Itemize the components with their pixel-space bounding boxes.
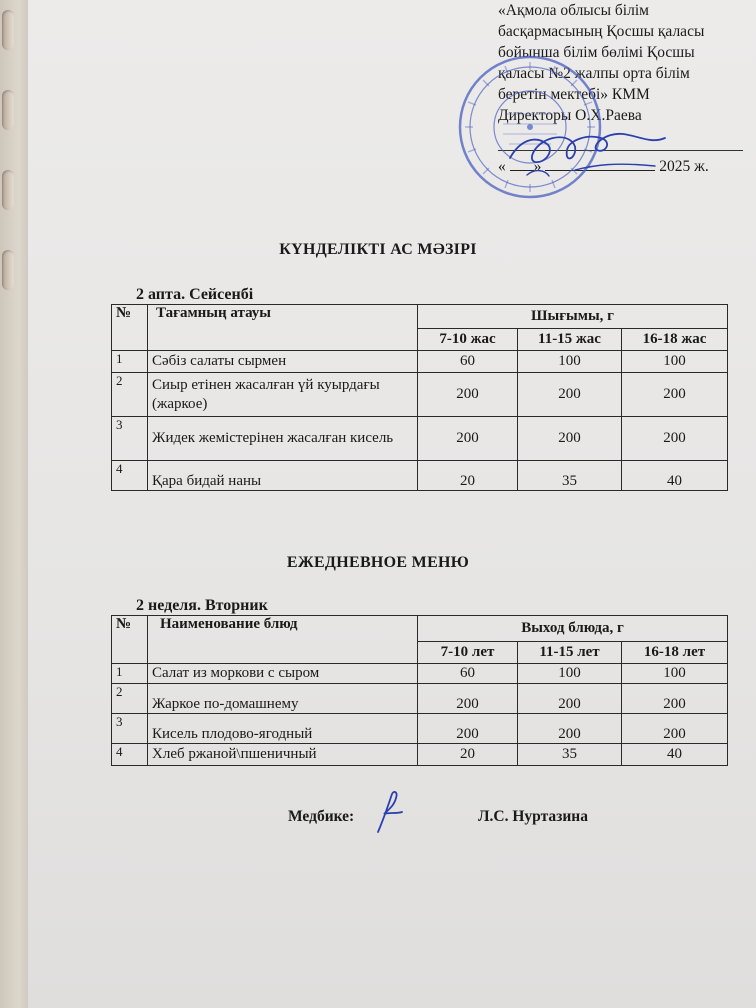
row-number: 1	[112, 664, 148, 684]
yield-value: 200	[622, 373, 728, 417]
col-yield-header: Выход блюда, г	[418, 616, 728, 642]
yield-value: 200	[418, 417, 518, 461]
dish-name: Жидек жемістерінен жасалған кисель	[148, 417, 418, 461]
header-line: бойынша білім бөлімі Қосшы	[498, 44, 695, 61]
yield-value: 200	[418, 373, 518, 417]
ru-menu-table	[111, 615, 728, 766]
row-number: 2	[112, 684, 148, 714]
age-col-header: 16-18 жас	[622, 329, 728, 351]
yield-value: 200	[518, 373, 622, 417]
binder-hole	[2, 170, 14, 210]
yield-value: 200	[622, 684, 728, 714]
yield-value: 200	[518, 714, 622, 744]
header-line: басқармасының Қосшы қаласы	[498, 23, 705, 40]
yield-value: 200	[518, 684, 622, 714]
yield-value: 200	[622, 714, 728, 744]
col-name-header: Наименование блюд	[148, 616, 418, 664]
yield-value: 20	[418, 744, 518, 766]
dish-name: Хлеб ржаной\пшеничный	[148, 744, 418, 766]
table-row	[112, 744, 728, 766]
age-col-header: 11-15 жас	[518, 329, 622, 351]
nurse-signature	[372, 788, 408, 836]
yield-value: 200	[518, 417, 622, 461]
row-number: 4	[112, 461, 148, 491]
nurse-name: Л.С. Нуртазина	[478, 808, 588, 825]
ru-menu-subtitle: 2 неделя. Вторник	[136, 597, 268, 614]
row-number: 2	[112, 373, 148, 417]
table-row	[112, 664, 728, 684]
age-col-header: 7-10 лет	[418, 642, 518, 664]
header-line: Директоры О.Х.Раева	[498, 107, 642, 124]
yield-value: 35	[518, 461, 622, 491]
table-row	[112, 461, 728, 491]
yield-value: 200	[418, 714, 518, 744]
date-prefix: «	[498, 158, 510, 175]
row-number: 3	[112, 417, 148, 461]
yield-value: 20	[418, 461, 518, 491]
yield-value: 200	[418, 684, 518, 714]
table-row	[112, 373, 728, 417]
yield-value: 60	[418, 664, 518, 684]
yield-value: 100	[622, 664, 728, 684]
binder-hole	[2, 10, 14, 50]
header-line: беретін мектебі» КММ	[498, 86, 650, 103]
dish-name: Жаркое по-домашнему	[148, 684, 418, 714]
table-header-row	[112, 305, 728, 329]
dish-name: Кисель плодово-ягодный	[148, 714, 418, 744]
date-year: 2025 ж.	[659, 158, 709, 175]
kz-menu-table	[111, 304, 728, 491]
yield-value: 40	[622, 461, 728, 491]
yield-value: 35	[518, 744, 622, 766]
col-number-header: №	[112, 305, 148, 351]
row-number: 3	[112, 714, 148, 744]
header-line: қаласы №2 жалпы орта білім	[498, 65, 690, 82]
table-row	[112, 714, 728, 744]
col-name-header: Тағамның атауы	[148, 305, 418, 351]
yield-value: 40	[622, 744, 728, 766]
dish-name: Сәбіз салаты сырмен	[148, 351, 418, 373]
yield-value: 100	[518, 351, 622, 373]
yield-value: 100	[622, 351, 728, 373]
header-line: «Ақмола облысы білім	[498, 2, 649, 19]
col-yield-header: Шығымы, г	[418, 305, 728, 329]
yield-value: 60	[418, 351, 518, 373]
ru-menu-title: ЕЖЕДНЕВНОЕ МЕНЮ	[286, 554, 470, 571]
date-day-close: »	[533, 158, 542, 175]
table-row	[112, 684, 728, 714]
dish-name: Салат из моркови с сыром	[148, 664, 418, 684]
row-number: 4	[112, 744, 148, 766]
nurse-role-label: Медбике:	[288, 808, 355, 825]
kz-menu-subtitle: 2 апта. Сейсенбі	[136, 286, 254, 303]
age-col-header: 7-10 жас	[418, 329, 518, 351]
director-signature	[505, 120, 670, 190]
dish-name: Сиыр етінен жасалған үй куырдағы (жаркое)	[148, 373, 418, 417]
table-row	[112, 417, 728, 461]
age-col-header: 11-15 лет	[518, 642, 622, 664]
binder-hole	[2, 90, 14, 130]
row-number: 1	[112, 351, 148, 373]
age-col-header: 16-18 лет	[622, 642, 728, 664]
yield-value: 100	[518, 664, 622, 684]
kz-menu-title: КҮНДЕЛІКТІ АС МӘЗІРІ	[279, 241, 477, 258]
dish-name: Қара бидай наны	[148, 461, 418, 491]
yield-value: 200	[622, 417, 728, 461]
table-header-row	[112, 616, 728, 642]
col-number-header: №	[112, 616, 148, 664]
table-row	[112, 351, 728, 373]
